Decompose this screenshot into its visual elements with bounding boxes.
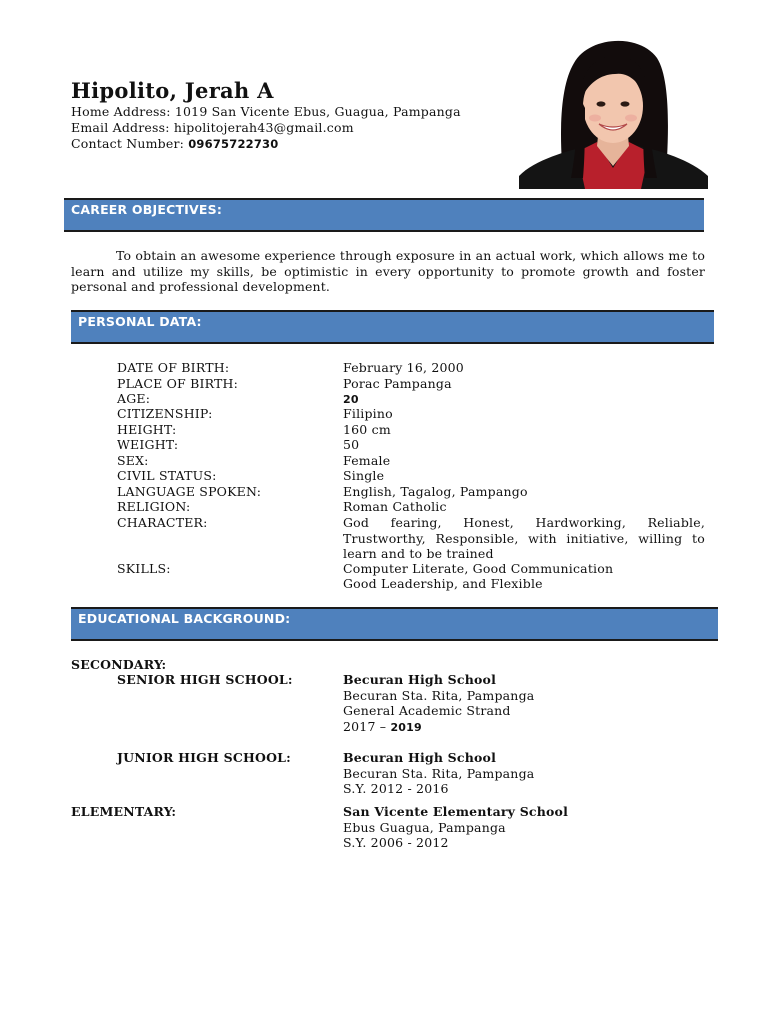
label-weight: WEIGHT: [117,437,179,452]
value-skills-2: Good Leadership, and Flexible [343,576,543,591]
label-citizenship: CITIZENSHIP: [117,406,213,421]
label-religion: RELIGION: [117,499,191,514]
email-address: Email Address: hipolitojerah43@gmail.com [71,120,354,135]
senior-high-address: Becuran Sta. Rita, Pampanga [343,688,535,703]
elementary-label: ELEMENTARY: [71,804,177,819]
contact-label: Contact Number: [71,136,185,151]
resume-name: Hipolito, Jerah A [71,78,274,103]
profile-photo [519,28,708,189]
value-sex: Female [343,453,391,468]
contact-number: 09675722730 [188,137,279,151]
secondary-label: SECONDARY: [71,657,167,672]
educational-background-heading: EDUCATIONAL BACKGROUND: [71,607,718,641]
label-date-of-birth: DATE OF BIRTH: [117,360,230,375]
value-date-of-birth: February 16, 2000 [343,360,464,375]
senior-high-years-start: 2017 – [343,719,387,734]
age-number: 20 [343,393,359,406]
home-address: Home Address: 1019 San Vicente Ebus, Guagua, Pampanga [71,104,461,119]
career-objective-text: To obtain an awesome experience through exposure in an actual work, which allows me to learn and utilize my skills, be optimistic in every opportunity to promote growth and foster personal and professional development. [71,248,705,294]
elementary-school-name: San Vicente Elementary School [343,804,569,819]
elementary-address: Ebus Guagua, Pampanga [343,820,506,835]
value-civil-status: Single [343,468,385,483]
junior-high-label: JUNIOR HIGH SCHOOL: [117,750,291,765]
label-language: LANGUAGE SPOKEN: [117,484,262,499]
career-objectives-heading: CAREER OBJECTIVES: [64,198,704,232]
value-place-of-birth: Porac Pampanga [343,376,452,391]
label-age: AGE: [117,391,151,406]
junior-high-address: Becuran Sta. Rita, Pampanga [343,766,535,781]
label-civil-status: CIVIL STATUS: [117,468,217,483]
senior-high-school-name: Becuran High School [343,672,497,687]
label-character: CHARACTER: [117,515,208,530]
label-sex: SEX: [117,453,149,468]
value-character: God fearing, Honest, Hardworking, Reliable, Trustworthy, Responsible, with initiative, willing to learn and to be trained [343,515,705,561]
elementary-years: S.Y. 2006 - 2012 [343,835,449,850]
junior-high-school-name: Becuran High School [343,750,497,765]
senior-high-label: SENIOR HIGH SCHOOL: [117,672,293,687]
personal-data-heading: PERSONAL DATA: [71,310,714,344]
label-skills: SKILLS: [117,561,171,576]
value-language: English, Tagalog, Pampango [343,484,528,499]
contact-number-line [71,136,278,151]
senior-high-strand: General Academic Strand [343,703,511,718]
value-height: 160 cm [343,422,391,437]
label-place-of-birth: PLACE OF BIRTH: [117,376,239,391]
value-religion: Roman Catholic [343,499,447,514]
senior-high-years [343,719,422,736]
value-citizenship: Filipino [343,406,393,421]
senior-high-years-end: 2019 [390,721,422,734]
label-height: HEIGHT: [117,422,177,437]
junior-high-years: S.Y. 2012 - 2016 [343,781,449,796]
value-skills: Computer Literate, Good Communication [343,561,614,576]
value-weight: 50 [343,437,360,452]
